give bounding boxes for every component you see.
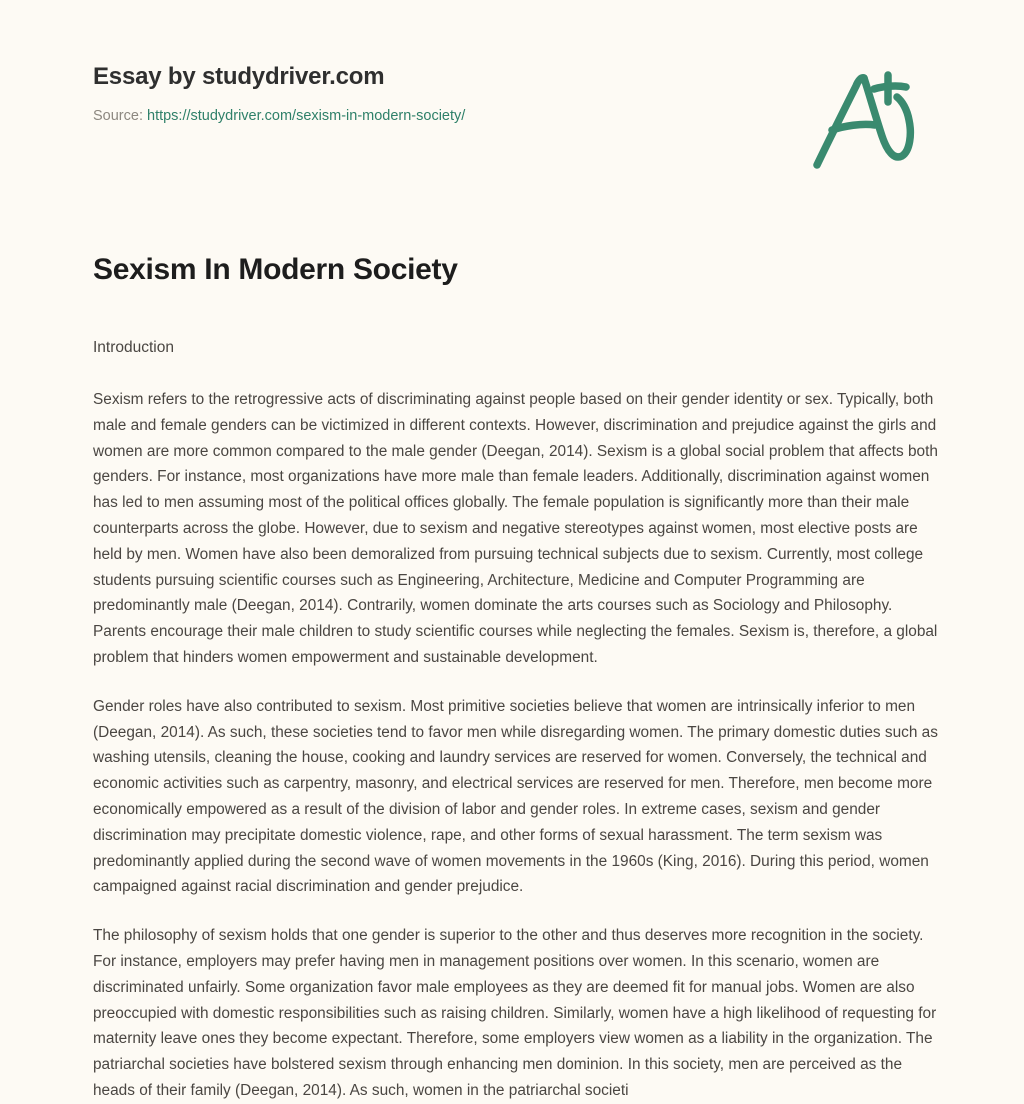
source-line	[93, 106, 733, 126]
page-title: Sexism In Modern Society	[93, 253, 458, 286]
a-plus-logo-icon	[806, 68, 926, 172]
source-label: Source:	[93, 108, 147, 124]
brand-block	[93, 62, 733, 126]
page-header	[0, 0, 1024, 200]
source-url-link[interactable]: https://studydriver.com/sexism-in-modern-society/	[147, 108, 466, 124]
body-paragraph: The philosophy of sexism holds that one gender is superior to the other and thus deserves more recognition in the society. For instance, employers may prefer having men in management positions over women. In this scenario, women are discriminated unfairly. Some organization favor male employees as they are deemed fit for manual jobs. Women are also preoccupied with domestic responsibilities such as raising children. Similarly, women have a high likelihood of requesting for maternity leave ones they become expectant. Therefore, some employers view women as a liability in the organization. The patriarchal societies have bolstered sexism through enhancing men dominion. In this society, men are perceived as the heads of their family (Deegan, 2014). As such, women in the patriarchal societi	[93, 927, 937, 1099]
body-paragraph: Gender roles have also contributed to sexism. Most primitive societies believe that women are intrinsically inferior to men (Deegan, 2014). As such, these societies tend to favor men while disregarding women. The primary domestic duties such as washing utensils, cleaning the house, cooking and laundry services are reserved for women. Conversely, the technical and economic activities such as carpentry, masonry, and electrical services are reserved for men. Therefore, men become more economically empowered as a result of the division of labor and gender roles. In extreme cases, sexism and gender discrimination may precipitate domestic violence, rape, and other forms of sexual harassment. The term sexism was predominantly applied during the second wave of women movements in the 1960s (King, 2016). During this period, women campaigned against racial discrimination and gender prejudice.	[93, 697, 938, 896]
essay-by-heading: Essay by studydriver.com	[93, 63, 385, 90]
section-heading-introduction: Introduction	[93, 339, 174, 356]
document-body	[93, 250, 941, 1104]
body-paragraph: Sexism refers to the retrogressive acts of discriminating against people based on their gender identity or sex. Typically, both male and female genders can be victimized in different contexts. However, discrimination and prejudice against the girls and women are more common compared to the male gender (Deegan, 2014). Sexism is a global social problem that affects both genders. For instance, most organizations have more male than female leaders. Additionally, discrimination against women has led to men assuming most of the political offices globally. The female population is significantly more than their male counterparts across the globe. However, due to sexism and negative stereotypes against women, most elective posts are held by men. Women have also been demoralized from pursuing technical subjects due to sexism. Currently, most college students pursuing scientific courses such as Engineering, Architecture, Medicine and Computer Programming are predominantly male (Deegan, 2014). Contrarily, women dominate the arts courses such as Sociology and Philosophy. Parents encourage their male children to study scientific courses while neglecting the females. Sexism is, therefore, a global problem that hinders women empowerment and sustainable development.	[93, 391, 938, 666]
